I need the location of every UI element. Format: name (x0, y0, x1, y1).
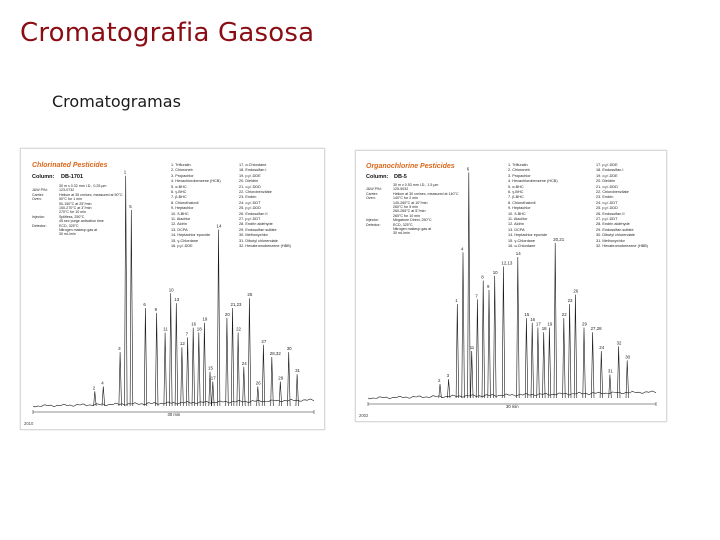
compound-item: 6. γ-BHC (508, 190, 524, 195)
compound-item: 31. Dibutyl chlorendate (239, 238, 278, 243)
compound-item: 10. δ-BHC (171, 211, 189, 216)
column-name: DB-5 (394, 174, 407, 180)
chromatogram-peak (279, 382, 282, 407)
chromatogram-peak (537, 328, 540, 399)
compound-item: 12. Aldrin (508, 222, 524, 227)
chromatogram-peak (456, 304, 459, 398)
figure-code: 2010 (24, 421, 34, 426)
compound-item: 18. Endosulfan I (239, 168, 267, 173)
column-name: DB-1701 (61, 174, 84, 180)
compound-item: 27. p,p'-DDT (596, 217, 618, 222)
compound-item: 20. Dieldrin (596, 179, 616, 184)
panel-heading: Chlorinated Pesticides (32, 162, 108, 169)
compound-item: 32. Hexabromobenzene (HBB) (239, 244, 291, 249)
peak-label: 22 (236, 326, 241, 332)
condition-value: 50°C for 1 min (59, 197, 83, 202)
compound-item: 5. α-BHC (171, 184, 187, 189)
condition-value: Splitless, 250°C (59, 214, 85, 219)
condition-value: 150-270°C at 3°/min (59, 206, 92, 211)
peak-label: 32 (616, 340, 622, 346)
peak-label: 6 (466, 166, 470, 172)
peak-label: 15 (208, 365, 213, 371)
compound-item: 7. β-BHC (508, 195, 524, 200)
chromatogram-peak (502, 266, 505, 398)
condition-value: 260°C for 5 min (393, 205, 419, 210)
peak-label: 20,21 (553, 236, 565, 242)
compound-item: 13. DCPA (508, 227, 525, 232)
compound-item: 13. DCPA (171, 227, 188, 232)
peak-label: 31 (295, 368, 300, 374)
peak-label: 2 (92, 385, 96, 391)
condition-value: ECD, 325°C (59, 223, 79, 228)
compound-item: 25. p,p'-DDD (239, 206, 261, 211)
chromatogram-panel-chlorinated (20, 148, 325, 430)
condition-value: 140-260°C at 10°/min (393, 200, 428, 205)
chromatogram-peak (248, 298, 251, 406)
panel-heading: Organochlorine Pesticides (366, 163, 455, 170)
peak-label: 22 (561, 312, 567, 318)
compound-item: 14. Heptachlor epoxide (171, 233, 211, 238)
peak-label: 7 (475, 293, 478, 299)
compound-item: 25. p,p'-DDD (596, 206, 618, 211)
trace-baseline (33, 399, 314, 407)
compound-item: 19. p,p'-DDE (239, 173, 261, 178)
compound-item: 16. p,p'-DDE (171, 244, 193, 249)
compound-item: 21. o,p'-DDD (239, 184, 261, 189)
compound-item: 14. Heptachlor epoxide (508, 233, 548, 238)
condition-key: Carrier: (32, 192, 44, 197)
peak-label: 29 (582, 321, 587, 327)
peak-label: 14 (515, 251, 521, 256)
chromatogram-peak (517, 257, 520, 398)
chromatogram-peak (296, 374, 299, 406)
compound-item: 8. Chlorothalonil (508, 200, 536, 205)
column-label: Column: (366, 174, 389, 180)
chromatogram-peak (181, 347, 184, 406)
chromatogram-panel-organochlorine (355, 150, 667, 422)
chromatogram-peak (468, 172, 471, 398)
peak-label: 5 (129, 204, 132, 209)
peak-label: 7 (185, 331, 189, 337)
condition-key: Detector: (32, 223, 47, 228)
peak-label: 9 (154, 306, 158, 312)
chromatogram-peak (531, 323, 534, 398)
chromatogram-peak (554, 243, 557, 398)
peak-label: 17 (210, 375, 216, 381)
peak-label: 14 (216, 223, 222, 229)
compound-item: 2. Chloroneb (171, 168, 193, 173)
chromatogram-peak (94, 391, 97, 406)
chromatogram-peak (203, 323, 206, 406)
compound-item: 9. Heptachlor (171, 206, 194, 211)
compound-item: 23. Endrin (596, 195, 614, 200)
time-axis-label: 30 min (506, 404, 519, 409)
compound-item: 24. o,p'-DDT (596, 200, 618, 205)
compound-item: 17. p,p'-DDE (596, 163, 618, 167)
chromatogram-peak (119, 352, 122, 406)
peak-label: 17 (535, 321, 541, 327)
compound-item: 8. Chlorothalonil (171, 200, 199, 205)
condition-key: Injector: (366, 218, 379, 223)
peak-label: 1 (123, 169, 127, 175)
peak-label: 26 (573, 288, 579, 294)
condition-key: Oven: (366, 196, 376, 201)
chromatogram-trace (356, 151, 667, 422)
chromatogram-peak (217, 230, 220, 406)
peak-label: 25 (247, 292, 253, 298)
compound-item: 21. o,p'-DDD (596, 184, 618, 189)
compound-item: 30. Methoxychlor (239, 233, 268, 238)
chromatogram-peak (192, 328, 195, 406)
chromatogram-peak (488, 290, 491, 398)
compound-item: 5. α-BHC (508, 184, 524, 189)
compound-item: 6. γ-BHC (171, 190, 187, 195)
chromatogram-peak (198, 333, 201, 407)
compound-item: 30. Dibutyl chlorendate (596, 233, 635, 238)
condition-value: 30 mL/min (59, 232, 76, 237)
peak-label: 12,13 (501, 260, 513, 266)
condition-value: Helium at 30 cm/sec, measured at 140°C (393, 191, 459, 196)
peak-label: 19 (202, 316, 208, 322)
compound-item: 16. α-Chlordane (508, 244, 536, 249)
peak-label: 28,32 (269, 351, 281, 356)
chromatogram-peak (262, 345, 265, 406)
peak-label: 11 (163, 326, 168, 332)
condition-value: 50-150°C at 25°/min (59, 201, 92, 206)
chromatogram-peak (617, 346, 620, 398)
chromatogram-peak (170, 293, 173, 406)
condition-value: 260-265°C at 5°/min (393, 209, 426, 214)
peak-label: 18 (541, 326, 547, 332)
chromatogram-peak (525, 318, 528, 398)
compound-item: 12. Aldrin (171, 222, 187, 227)
peak-label: 11 (469, 345, 475, 350)
compound-item: 3. Propachlor (508, 173, 531, 178)
column-label: Column: (32, 174, 55, 180)
peak-label: 18 (196, 326, 202, 332)
chromatogram-peak (471, 351, 474, 398)
chromatogram-trace (21, 149, 325, 430)
chromatogram-peak (563, 318, 566, 398)
compound-item: 10. δ-BHC (508, 211, 526, 216)
compound-item: 17. α-Chlordane (239, 163, 267, 167)
trace-baseline (368, 391, 656, 399)
compound-item: 11. Alachlor (508, 217, 528, 222)
compound-item: 31. Methoxychlor (596, 238, 625, 243)
condition-key: J&W P/N: (366, 187, 382, 192)
peak-label: 30 (286, 346, 292, 352)
time-axis-label: 30 min (167, 412, 181, 417)
peak-label: 6 (143, 302, 146, 307)
chromatogram-peak (494, 276, 497, 398)
condition-value: Nitrogen makeup gas at (59, 228, 98, 233)
peak-label: 23 (567, 298, 573, 303)
chromatogram-peak (568, 304, 571, 398)
peak-label: 1 (455, 298, 458, 303)
peak-label: 10 (492, 269, 498, 275)
compound-item: 4. Hexachlorobenzene (HCB) (171, 179, 221, 184)
condition-value: 270°C for 10 min (59, 210, 87, 215)
condition-key: Carrier: (366, 191, 378, 196)
chromatogram-peak (476, 299, 479, 398)
peak-label: 20 (224, 311, 230, 317)
slide-subtitle: Cromatogramas (52, 92, 181, 111)
compound-item: 3. Propachlor (171, 173, 194, 178)
peak-label: 21,23 (230, 302, 242, 307)
chromatogram-peak (574, 295, 577, 398)
peak-label: 31 (607, 368, 613, 374)
condition-value: Megabore Direct, 250°C (393, 218, 432, 223)
chromatogram-peak (237, 333, 240, 407)
peak-label: 4 (461, 246, 464, 252)
compound-item: 11. Alachlor (171, 217, 191, 222)
compound-item: 22. Chlorobenzilate (596, 190, 629, 195)
chromatogram-peak (609, 375, 612, 399)
peak-label: 24 (241, 360, 247, 366)
peak-label: 24 (599, 345, 605, 350)
chromatogram-peak (164, 333, 167, 407)
chromatogram-peak (626, 360, 629, 398)
peak-label: 26 (255, 380, 261, 386)
chromatogram-peak (186, 337, 189, 406)
compound-item: 32. Hexabromobenzene (HBB) (596, 244, 648, 249)
compound-item: 1. Trifluralin (171, 163, 191, 167)
compound-item: 2. Chloroneb (508, 168, 530, 173)
condition-value: 125-5032 (393, 187, 409, 192)
peak-label: 29 (278, 375, 284, 381)
condition-value: 30 mL/min (393, 231, 410, 236)
chromatogram-peak (583, 328, 586, 399)
chromatogram-peak (257, 386, 260, 406)
compound-item: 7. β-BHC (171, 195, 187, 200)
condition-value: 30 m x 0.53 mm I.D., 1.5 μm (393, 183, 439, 187)
chromatogram-peak (130, 210, 133, 406)
compound-item: 26. Endosulfan II (596, 211, 625, 216)
condition-value: 265°C for 10 min (393, 213, 421, 218)
peak-label: 12 (179, 341, 185, 347)
peak-label: 9 (487, 283, 490, 289)
compound-item: 29. Endosulfan sulfate (596, 227, 634, 232)
peak-label: 30 (625, 354, 631, 360)
chromatogram-peak (144, 308, 147, 406)
compound-item: 20. Dieldrin (239, 179, 259, 184)
chromatogram-peak (226, 318, 229, 406)
compound-item: 29. Endosulfan sulfate (239, 227, 277, 232)
condition-value: 140°C for 2 min (393, 196, 419, 201)
chromatogram-peak (288, 352, 291, 406)
chromatogram-peak (155, 313, 158, 406)
condition-value: 30 m x 0.32 mm I.D., 0.25 μm (59, 184, 107, 188)
peak-label: 27 (261, 338, 267, 344)
condition-value: ECD, 325°C (393, 222, 413, 227)
peak-label: 16 (191, 321, 197, 327)
compound-item: 9. Heptachlor (508, 206, 531, 211)
slide-title: Cromatografia Gasosa (20, 18, 315, 48)
compound-item: 19. o,p'-DDE (596, 173, 618, 178)
chromatogram-peak (231, 308, 234, 406)
compound-item: 27. p,p'-DDT (239, 217, 261, 222)
figure-code: 2002 (359, 413, 369, 418)
peak-label: 2 (438, 377, 441, 383)
condition-value: 45 sec purge activation time (59, 219, 104, 224)
compound-item: 28. Endrin aldehyde (239, 222, 273, 227)
compound-item: 18. Endosulfan I (596, 168, 624, 173)
compound-item: 23. Endrin (239, 195, 257, 200)
compound-item: 24. o,p'-DDT (239, 200, 261, 205)
condition-key: Oven: (32, 197, 42, 202)
peak-label: 16 (530, 316, 536, 322)
chromatogram-peak (243, 367, 246, 406)
chromatogram-peak (271, 357, 274, 406)
chromatogram-peak (482, 281, 485, 399)
condition-key: Injector: (32, 214, 45, 219)
peak-label: 13 (174, 297, 180, 303)
peak-label: 15 (524, 312, 530, 318)
chromatogram-peak (125, 176, 128, 406)
condition-key: J&W P/N: (32, 188, 48, 193)
chromatogram-peak (447, 379, 450, 398)
compound-item: 4. Hexachlorobenzene (HCB) (508, 179, 558, 184)
compound-item: 15. γ-Chlordane (171, 238, 199, 243)
compound-item: 15. γ-Chlordane (508, 238, 536, 243)
condition-value: Helium at 35 cm/sec, measured at 50°C (59, 192, 123, 197)
peak-label: 3 (118, 346, 121, 352)
peak-label: 27,28 (590, 326, 602, 332)
compound-item: 28. Endrin aldehyde (596, 222, 630, 227)
chromatogram-peak (591, 332, 594, 398)
condition-key: Detector: (366, 222, 381, 227)
condition-value: Nitrogen makeup gas at (393, 227, 432, 232)
peak-label: 4 (101, 380, 104, 386)
chromatogram-peak (543, 332, 546, 398)
chromatogram-peak (102, 386, 105, 406)
peak-label: 10 (168, 287, 174, 293)
compound-item: 26. Endosulfan II (239, 211, 268, 216)
peak-label: 19 (547, 321, 553, 327)
chromatogram-peak (548, 328, 551, 399)
compound-item: 1. Trifluralin (508, 163, 528, 167)
chromatogram-peak (175, 303, 178, 406)
peak-label: 3 (446, 373, 450, 379)
condition-value: 123-0732 (59, 188, 75, 193)
compound-item: 22. Chlorobenzilate (239, 190, 272, 195)
chromatogram-peak (600, 351, 603, 398)
peak-label: 8 (481, 274, 484, 280)
chromatogram-peak (462, 252, 465, 398)
